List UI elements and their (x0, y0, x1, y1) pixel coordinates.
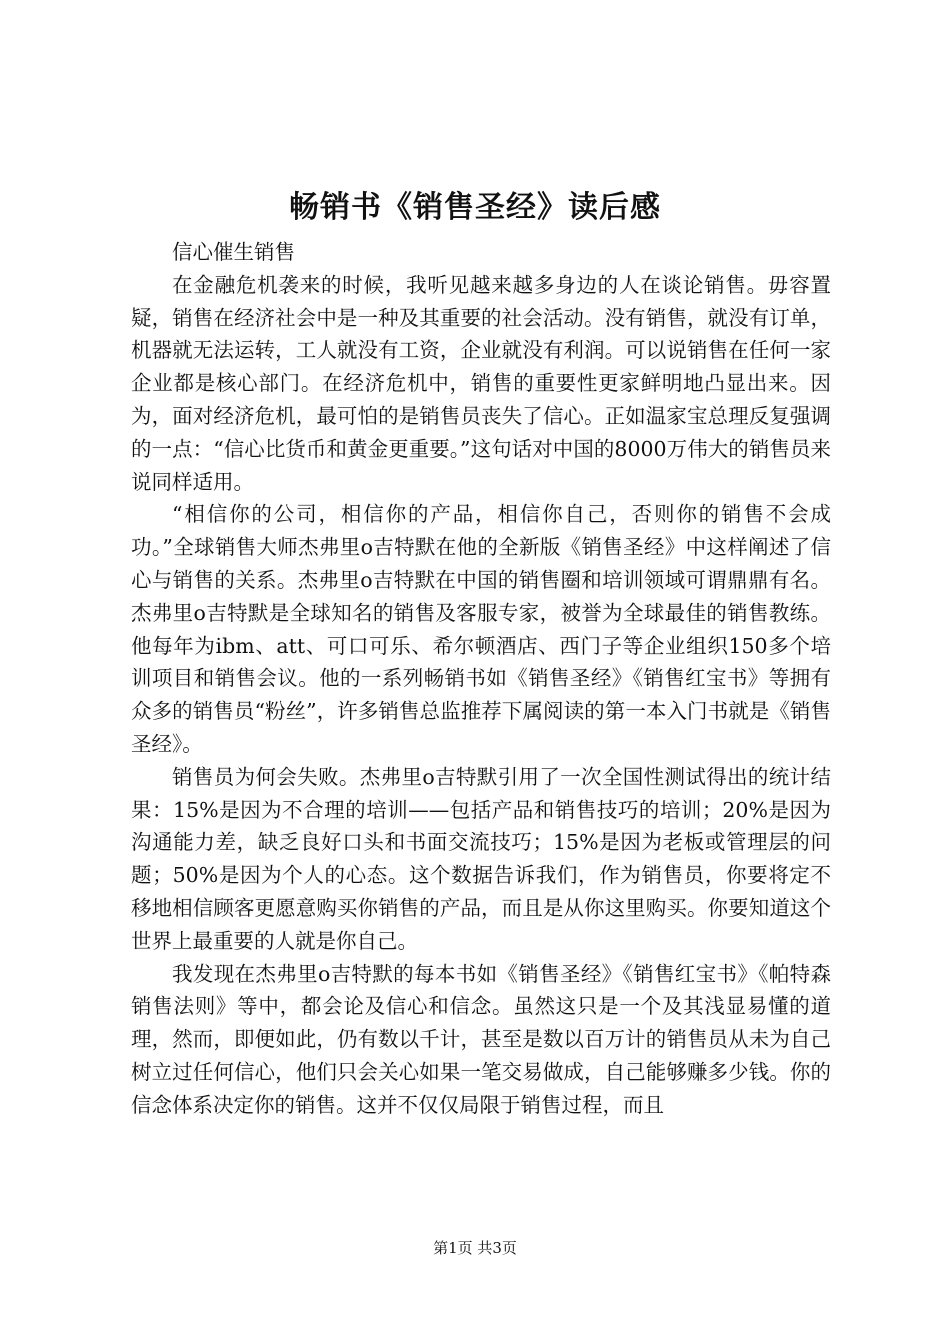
section-heading: 信心催生销售 (172, 240, 295, 264)
paragraph: “相信你的公司，相信你的产品，相信你自己，否则你的销售不会成功。”全球销售大师杰弗里o吉特默在他的全新版《销售圣经》中这样阐述了信心与销售的关系。杰弗里o吉特默在中国的销售圈和培训领域可谓鼎鼎有名。杰弗里o吉特默是全球知名的销售及客服专家，被誉为全球最佳的销售教练。他每年为ibm、att、可口可乐、希尔顿酒店、西门子等企业组织150多个培训项目和销售会议。他的一系列畅销书如《销售圣经》《销售红宝书》等拥有众多的销售员“粉丝”，许多销售总监推荐下属阅读的第一本入门书就是《销售圣经》。 (131, 502, 831, 756)
page-footer: 第1页 共3页 (433, 1239, 517, 1257)
paragraph: 销售员为何会失败。杰弗里o吉特默引用了一次全国性测试得出的统计结果：15%是因为不合理的培训——包括产品和销售技巧的培训；20%是因为沟通能力差，缺乏良好口头和书面交流技巧；15%是因为老板或管理层的问题；50%是因为个人的心态。这个数据告诉我们，作为销售员，你要将定不移地相信顾客更愿意购买你销售的产品，而且是从你这里购买。你要知道这个世界上最重要的人就是你自己。 (131, 764, 831, 953)
paragraph: 在金融危机袭来的时候，我听见越来越多身边的人在谈论销售。毋容置疑，销售在经济社会中是一种及其重要的社会活动。没有销售，就没有订单，机器就无法运转，工人就没有工资，企业就没有利润。可以说销售在任何一家企业都是核心部门。在经济危机中，销售的重要性更家鲜明地凸显出来。因为，面对经济危机，最可怕的是销售员丧失了信心。正如温家宝总理反复强调的一点：“信心比货币和黄金更重要。”这句话对中国的8000万伟大的销售员来说同样适用。 (131, 272, 831, 494)
document-title: 畅销书《销售圣经》读后感 (289, 190, 661, 225)
document-body (131, 236, 831, 1122)
paragraph: 我发现在杰弗里o吉特默的每本书如《销售圣经》《销售红宝书》《帕特森销售法则》等中，都会论及信心和信念。虽然这只是一个及其浅显易懂的道理，然而，即便如此，仍有数以千计，甚至是数以百万计的销售员从未为自己树立过任何信心，他们只会关心如果一笔交易做成，自己能够赚多少钱。你的信念体系决定你的销售。这并不仅仅局限于销售过程，而且 (131, 961, 831, 1117)
